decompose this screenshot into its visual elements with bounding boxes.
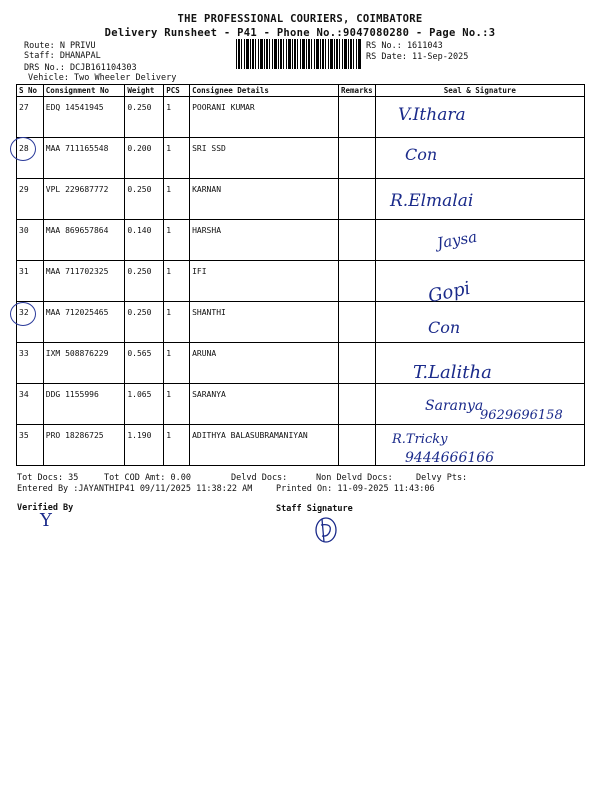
handwritten-signature: T.Lalitha bbox=[413, 362, 492, 383]
handwritten-signature: Saranya bbox=[425, 398, 484, 414]
cell-remarks bbox=[339, 138, 376, 179]
circle-mark bbox=[10, 137, 36, 161]
cell-consignment: EDQ 14541945 bbox=[43, 97, 125, 138]
table-row bbox=[17, 97, 585, 138]
entered-by-text: Entered By :JAYANTHIP41 09/11/2025 11:38:22 AM bbox=[17, 484, 253, 494]
staff-text: Staff: DHANAPAL bbox=[24, 51, 101, 61]
col-header-consignee: Consignee Details bbox=[190, 85, 339, 97]
cell-consignee: ARUNA bbox=[190, 343, 339, 384]
cell-weight: 0.250 bbox=[125, 302, 164, 343]
cell-weight: 0.565 bbox=[125, 343, 164, 384]
handwritten-signature: Gopi bbox=[426, 277, 473, 308]
table-header-row bbox=[17, 85, 585, 97]
staff-signature-label: Staff Signature bbox=[276, 504, 353, 514]
handwritten-signature: R.Tricky bbox=[392, 432, 448, 447]
circle-mark bbox=[10, 302, 36, 326]
cell-weight: 0.140 bbox=[125, 220, 164, 261]
cell-consignment: IXM 508876229 bbox=[43, 343, 125, 384]
cell-consignment: DDG 1155996 bbox=[43, 384, 125, 425]
company-title: THE PROFESSIONAL COURIERS, COIMBATORE bbox=[177, 13, 423, 25]
cell-consignee: SHANTHI bbox=[190, 302, 339, 343]
cell-sno: 29 bbox=[17, 179, 44, 220]
table-row bbox=[17, 302, 585, 343]
handwritten-signature: Con bbox=[428, 318, 461, 337]
cell-sno: 27 bbox=[17, 97, 44, 138]
cell-pcs: 1 bbox=[164, 138, 190, 179]
col-header-weight: Weight bbox=[125, 85, 164, 97]
runsheet-subtitle: Delivery Runsheet - P41 - Phone No.:9047080280 - Page No.:3 bbox=[104, 27, 496, 39]
cell-remarks bbox=[339, 384, 376, 425]
vehicle-text: Vehicle: Two Wheeler Delivery bbox=[28, 73, 177, 83]
cell-consignee: KARNAN bbox=[190, 179, 339, 220]
col-header-remarks: Remarks bbox=[339, 85, 376, 97]
rs-no-text: RS No.: 1611043 bbox=[366, 41, 443, 51]
staff-signature-mark bbox=[312, 515, 340, 545]
drs-no-text: DRS No.: DCJB161104303 bbox=[24, 63, 137, 73]
handwritten-signature: Jaysa bbox=[435, 227, 479, 253]
cell-pcs: 1 bbox=[164, 343, 190, 384]
table-row bbox=[17, 343, 585, 384]
barcode bbox=[236, 39, 361, 69]
cell-sno: 34 bbox=[17, 384, 44, 425]
cell-consignment: MAA 712025465 bbox=[43, 302, 125, 343]
cell-weight: 0.250 bbox=[125, 179, 164, 220]
cell-pcs: 1 bbox=[164, 425, 190, 466]
cell-remarks bbox=[339, 343, 376, 384]
delvd-docs-text: Delvd Docs: bbox=[231, 473, 288, 483]
cell-weight: 0.200 bbox=[125, 138, 164, 179]
cell-pcs: 1 bbox=[164, 97, 190, 138]
handwritten-phone: 9444666166 bbox=[405, 450, 495, 466]
rs-date-text: RS Date: 11-Sep-2025 bbox=[366, 52, 469, 62]
cell-consignee: IFI bbox=[190, 261, 339, 302]
table-row bbox=[17, 138, 585, 179]
cell-sno: 32 bbox=[17, 302, 44, 343]
table-row bbox=[17, 261, 585, 302]
tot-cod-text: Tot COD Amt: 0.00 bbox=[104, 473, 191, 483]
cell-remarks bbox=[339, 425, 376, 466]
cell-consignee: SARANYA bbox=[190, 384, 339, 425]
col-header-consignment: Consignment No bbox=[43, 85, 125, 97]
col-header-sno: S No bbox=[17, 85, 44, 97]
cell-consignee: HARSHA bbox=[190, 220, 339, 261]
cell-consignment: MAA 711702325 bbox=[43, 261, 125, 302]
cell-pcs: 1 bbox=[164, 179, 190, 220]
cell-consignment: VPL 229687772 bbox=[43, 179, 125, 220]
col-header-seal: Seal & Signature bbox=[375, 85, 584, 97]
cell-sno: 31 bbox=[17, 261, 44, 302]
cell-weight: 1.190 bbox=[125, 425, 164, 466]
cell-signature bbox=[375, 220, 584, 261]
table-row bbox=[17, 179, 585, 220]
table-row bbox=[17, 220, 585, 261]
cell-sno: 28 bbox=[17, 138, 44, 179]
table-row bbox=[17, 425, 585, 466]
tot-docs-text: Tot Docs: 35 bbox=[17, 473, 79, 483]
handwritten-signature: R.Elmalai bbox=[390, 191, 474, 211]
verified-by-label: Verified By bbox=[17, 503, 74, 513]
cell-sno: 33 bbox=[17, 343, 44, 384]
cell-signature bbox=[375, 261, 584, 302]
cell-weight: 1.065 bbox=[125, 384, 164, 425]
route-text: Route: N PRIVU bbox=[24, 41, 96, 51]
col-header-pcs: PCS bbox=[164, 85, 190, 97]
cell-remarks bbox=[339, 220, 376, 261]
cell-weight: 0.250 bbox=[125, 97, 164, 138]
handwritten-phone: 9629696158 bbox=[480, 408, 563, 423]
cell-consignment: PRO 18286725 bbox=[43, 425, 125, 466]
cell-sno: 30 bbox=[17, 220, 44, 261]
cell-pcs: 1 bbox=[164, 302, 190, 343]
cell-pcs: 1 bbox=[164, 220, 190, 261]
non-delvd-docs-text: Non Delvd Docs: bbox=[316, 473, 393, 483]
handwritten-signature: V.Ithara bbox=[398, 105, 466, 125]
handwritten-signature: Con bbox=[405, 145, 438, 164]
cell-remarks bbox=[339, 179, 376, 220]
cell-consignee: ADITHYA BALASUBRAMANIYAN bbox=[190, 425, 339, 466]
cell-signature bbox=[375, 302, 584, 343]
delvy-pts-text: Delvy Pts: bbox=[416, 473, 468, 483]
cell-consignee: SRI SSD bbox=[190, 138, 339, 179]
printed-on-text: Printed On: 11-09-2025 11:43:06 bbox=[276, 484, 435, 494]
cell-weight: 0.250 bbox=[125, 261, 164, 302]
cell-consignee: POORANI KUMAR bbox=[190, 97, 339, 138]
cell-consignment: MAA 711165548 bbox=[43, 138, 125, 179]
cell-sno: 35 bbox=[17, 425, 44, 466]
cell-pcs: 1 bbox=[164, 384, 190, 425]
cell-consignment: MAA 869657864 bbox=[43, 220, 125, 261]
cell-remarks bbox=[339, 261, 376, 302]
cell-remarks bbox=[339, 97, 376, 138]
verified-signature-mark: Y bbox=[40, 510, 52, 531]
cell-remarks bbox=[339, 302, 376, 343]
cell-pcs: 1 bbox=[164, 261, 190, 302]
